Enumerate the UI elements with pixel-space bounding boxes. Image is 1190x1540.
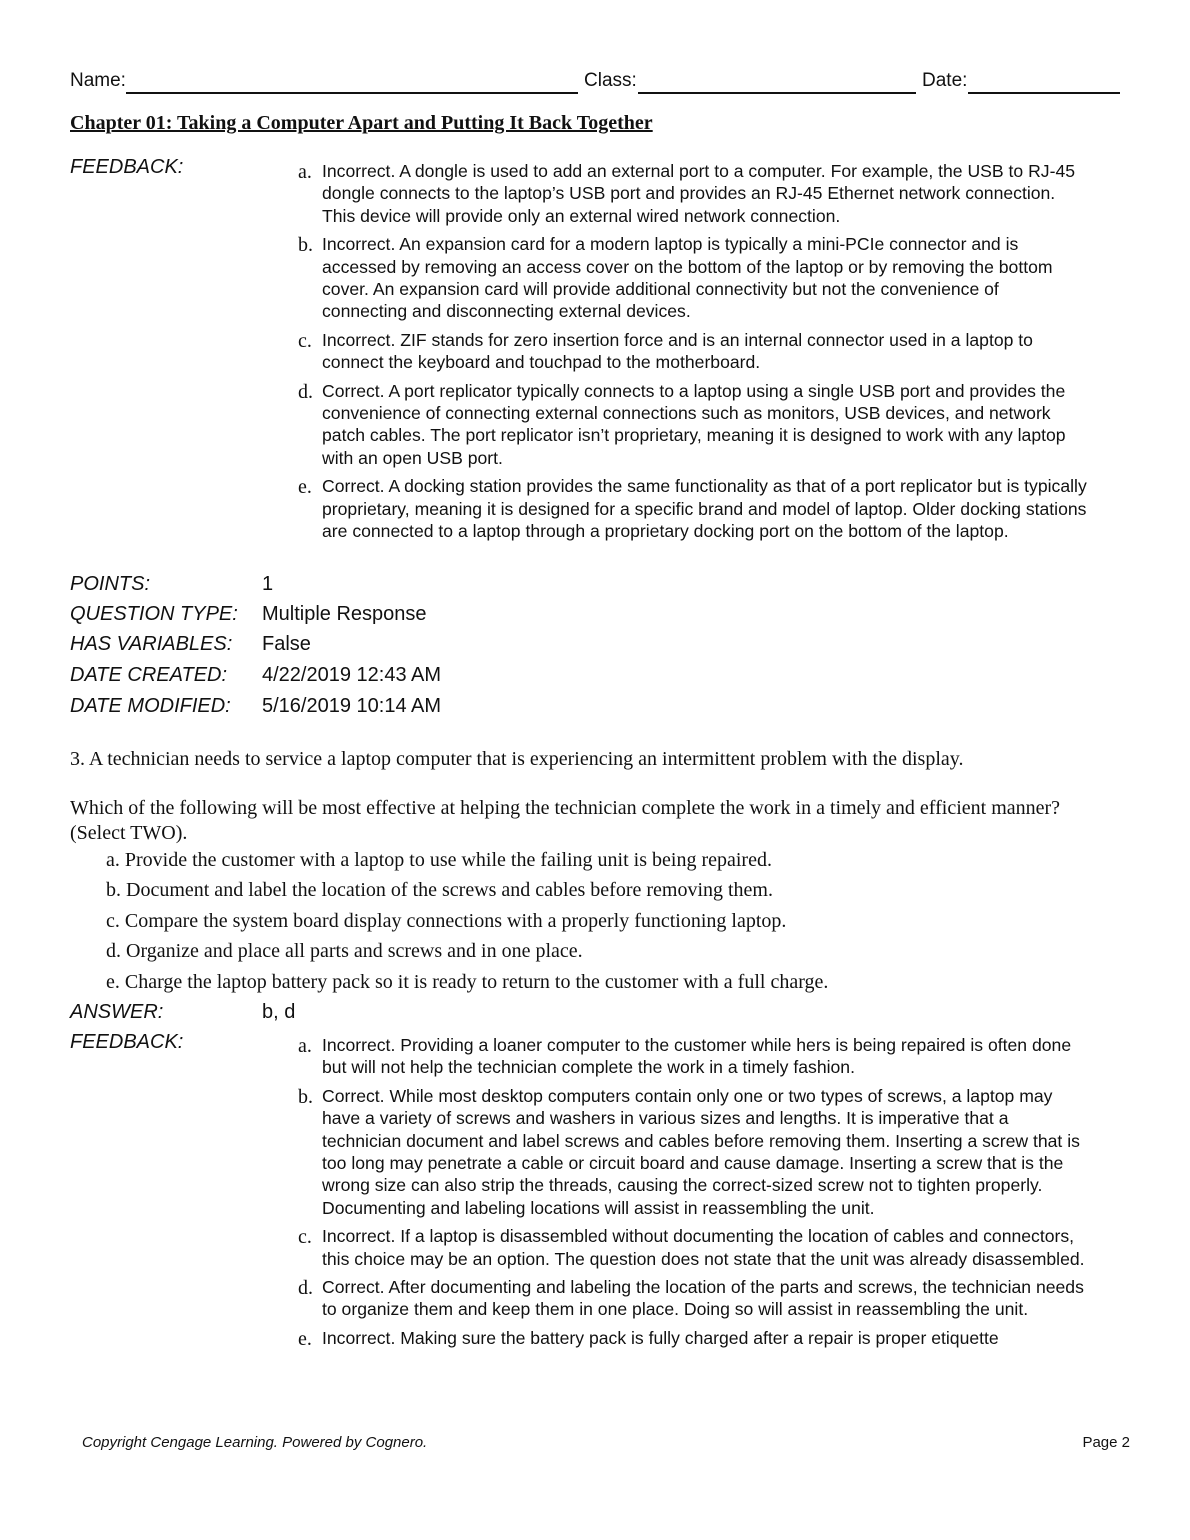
feedback-item bbox=[298, 233, 1088, 323]
feedback-text: Correct. After documenting and labeling the location of the parts and screws, the technician needs to organize them and keep them in one place. Doing so will assist in reassembling the unit. bbox=[322, 1277, 1084, 1320]
has-variables-value: False bbox=[262, 633, 311, 655]
feedback-item bbox=[298, 380, 1088, 470]
class-field-line[interactable] bbox=[638, 92, 916, 94]
feedback-letter: e. bbox=[298, 476, 312, 499]
feedback-letter: e. bbox=[298, 1327, 312, 1350]
feedback-text: Correct. While most desktop computers contain only one or two types of screws, a laptop may have a variety of screws and washers in various sizes and lengths. It is imperative that a technician document and label screws and cables before removing them. Inserting a screw that is too long may penetrate a cable or circuit board and cause damage. Inserting a screw that is the wrong size can also strip the threads, causing the correct-sized screw not to tighten properly. Documenting and labeling locations will assist in reassembling the unit. bbox=[322, 1085, 1080, 1218]
feedback-item bbox=[298, 1085, 1088, 1219]
feedback-text: Incorrect. A dongle is used to add an external port to a computer. For example, the USB to RJ-45 dongle connects to the laptop’s USB port and provides an RJ-45 Ethernet network connection. This device will provide only an external wired network connection. bbox=[322, 161, 1076, 226]
feedback-text: Incorrect. Making sure the battery pack is fully charged after a repair is proper etiquette bbox=[322, 1327, 999, 1348]
class-label: Class: bbox=[584, 70, 637, 91]
question-prompt: Which of the following will be most effective at helping the technician complete the work in a timely and efficient manner? (Select TWO). bbox=[70, 797, 1061, 844]
copyright-footer: Copyright Cengage Learning. Powered by Cognero. bbox=[82, 1434, 428, 1451]
feedback-item bbox=[298, 1034, 1088, 1079]
answer-option: d. Organize and place all parts and screws and in one place. bbox=[106, 940, 583, 963]
feedback-text: Incorrect. Providing a loaner computer to the customer while hers is being repaired is often done but will not help the technician complete the work in a timely fashion. bbox=[322, 1035, 1072, 1078]
chapter-title: Chapter 01: Taking a Computer Apart and Putting It Back Together bbox=[70, 112, 653, 134]
feedback-letter: b. bbox=[298, 234, 313, 257]
feedback-item bbox=[298, 1327, 1088, 1350]
feedback-text: Incorrect. ZIF stands for zero insertion force and is an internal connector used in a laptop to connect the keyboard and touchpad to the motherboard. bbox=[322, 329, 1033, 373]
feedback-item bbox=[298, 475, 1088, 542]
name-field-line[interactable] bbox=[126, 92, 578, 94]
has-variables-label: HAS VARIABLES: bbox=[70, 633, 233, 655]
question-type-label: QUESTION TYPE: bbox=[70, 603, 238, 625]
answer-option: b. Document and label the location of the screws and cables before removing them. bbox=[106, 879, 773, 902]
feedback-item bbox=[298, 160, 1088, 227]
answer-value: b, d bbox=[262, 1001, 296, 1023]
feedback-label: FEEDBACK: bbox=[70, 156, 184, 178]
answer-option: e. Charge the laptop battery pack so it is ready to return to the customer with a full charge. bbox=[106, 970, 829, 993]
feedback-letter: a. bbox=[298, 1035, 312, 1057]
question-stem: 3. A technician needs to service a laptop computer that is experiencing an intermittent problem with the display. bbox=[70, 748, 964, 770]
date-modified-value: 5/16/2019 10:14 AM bbox=[262, 695, 442, 717]
name-label: Name: bbox=[70, 70, 126, 91]
feedback-item bbox=[298, 1276, 1088, 1321]
feedback-text: Correct. A port replicator typically connects to a laptop using a single USB port and provides the convenience of connecting external connections such as monitors, USB devices, and network patch cables. The port replicator isn’t proprietary, meaning it is designed to work with any laptop with an open USB port. bbox=[322, 380, 1066, 468]
feedback-letter: b. bbox=[298, 1085, 313, 1108]
answer-label: ANSWER: bbox=[70, 1001, 164, 1023]
feedback-letter: d. bbox=[298, 380, 313, 403]
feedback-text: Correct. A docking station provides the same functionality as that of a port replicator but is typically proprietary, meaning it is designed for a specific brand and model of laptop. Older docking stations are connected to a laptop through a proprietary docking port on the bottom of the laptop. bbox=[322, 476, 1087, 542]
answer-option: a. Provide the customer with a laptop to use while the failing unit is being repaired. bbox=[106, 849, 772, 871]
feedback-letter: c. bbox=[298, 1226, 312, 1249]
date-label: Date: bbox=[922, 70, 968, 91]
feedback-letter: d. bbox=[298, 1277, 313, 1300]
points-label: POINTS: bbox=[70, 573, 151, 595]
date-field-line[interactable] bbox=[968, 92, 1120, 94]
page-number: Page 2 bbox=[1082, 1434, 1130, 1451]
feedback-text: Incorrect. If a laptop is disassembled without documenting the location of cables and connectors, this choice may be an option. The question does not state that the unit was already disassembled. bbox=[322, 1226, 1085, 1269]
date-created-value: 4/22/2019 12:43 AM bbox=[262, 664, 442, 686]
points-value: 1 bbox=[262, 573, 274, 595]
answer-option: c. Compare the system board display connections with a properly functioning laptop. bbox=[106, 909, 787, 932]
answer-options bbox=[106, 845, 1106, 997]
feedback-item bbox=[298, 1225, 1088, 1270]
feedback-letter: c. bbox=[298, 329, 312, 352]
date-modified-label: DATE MODIFIED: bbox=[70, 695, 231, 717]
question-type-value: Multiple Response bbox=[262, 603, 427, 625]
q3-feedback-list bbox=[298, 1034, 1088, 1356]
q2-feedback-list bbox=[298, 160, 1088, 549]
feedback-label: FEEDBACK: bbox=[70, 1031, 184, 1053]
feedback-letter: a. bbox=[298, 161, 312, 183]
feedback-text: Incorrect. An expansion card for a modern laptop is typically a mini-PCIe connector and is accessed by removing an access cover on the bottom of the laptop or by removing the bottom cover. An expansion card will provide additional connectivity but not the convenience of connecting and disconnecting external devices. bbox=[322, 234, 1053, 322]
feedback-item bbox=[298, 329, 1088, 374]
date-created-label: DATE CREATED: bbox=[70, 664, 228, 686]
